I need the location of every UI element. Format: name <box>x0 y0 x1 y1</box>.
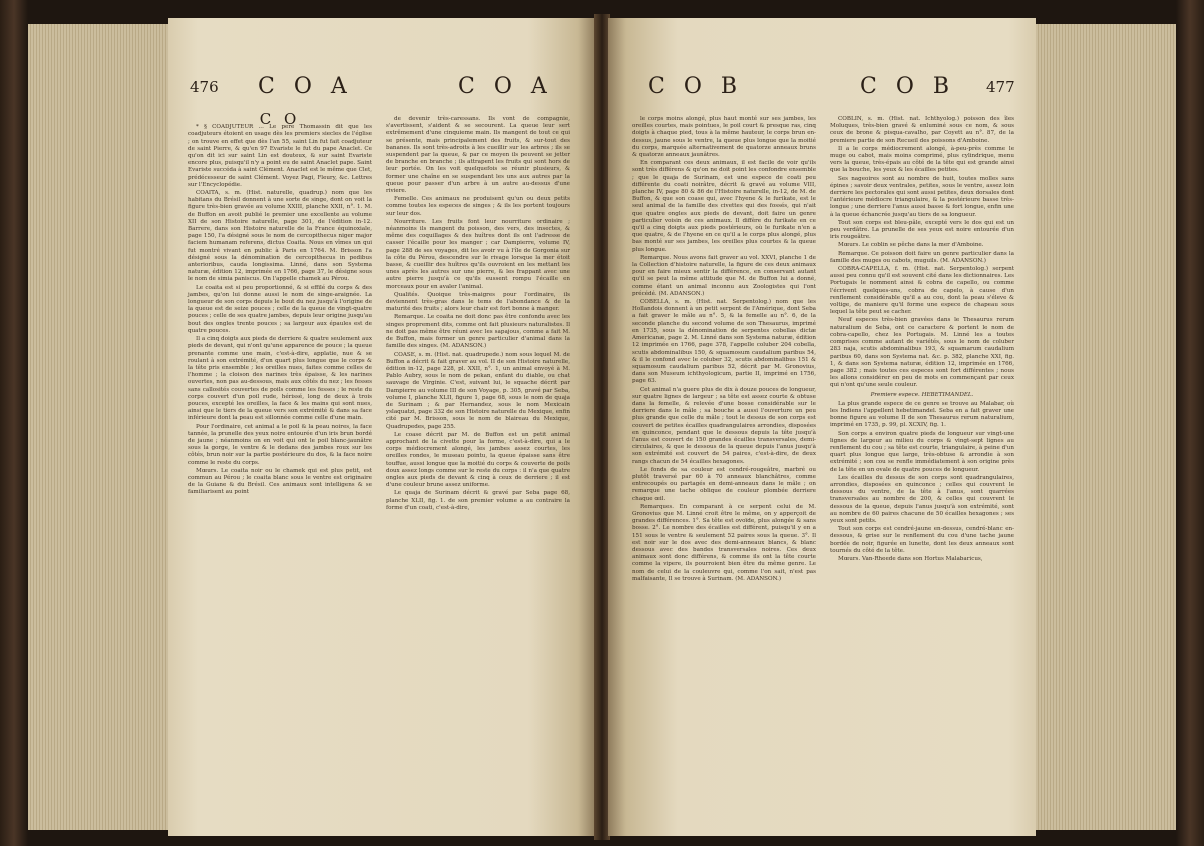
paragraph: Remarque. Ce poisson doit faire un genre particulier dans la famille des muges ou cabots, muguils. (M. ADANSON.) <box>830 250 1014 264</box>
paragraph: Neuf especes très-bien gravées dans le Thesaurus rerum naturalium de Seba, ont ce caractere & portent le nom de cobra-capello, chez les Portugais. M. Linné les a toutes comprises comme autant de variétés, sous le nom de coluber 283 naja, scutis abdominalibus 193, & squamarum caudalium paribus 60, dans son Systema nat. &c. p. 382, planche XXI, fig. 1, & dans son Systema naturæ, édition 12, imprimée en 1766, page 382 ; mais toutes ces especes sont fort différentes ; nous les allons considérer en peu de mots en commençant par ceux qui n'ont qu'une seule couleur. <box>830 317 1014 389</box>
left-page <box>168 18 596 836</box>
paragraph: * § COADJUTEUR ... Le pere Thomassin dit que les coadjuteurs étoient en usage dès les premiers siecles de l'église ; on trouve en effet que dès l'an 55, saint Lin fut fait coadjuteur de saint Pierre, & qu'en 97 Evariste le fut du pape Anaclet. Ce qu'on dit ici sur saint Lin est douteux, & sur saint Evariste encore plus, puisqu'il n'y a point eu de saint Anaclet pape. Saint Evariste succéda à saint Clément. Anaclet est le même que Clet, prédécesseur de saint Clément. Voyez Pagi, Fleury, &c. Lettres sur l'Encyclopédie. <box>188 124 372 188</box>
paragraph: Nourriture. Les fruits font leur nourriture ordinaire ; néanmoins ils mangent du poisson, des vers, des insectes, & même des coquillages & des huîtres dont ils ont l'adresse de casser l'écaille pour les manger ; car Dampierre, volume IV, page 288 de ses voyages, dit les avoir vu à l'île de Gorgonia sur la côte du Pérou, descendre sur le rivage lorsque la mer étoit basse, & cueillir des huîtres qu'ils ouvroient en les mettant les unes après les autres sur une pierre, & les frappant avec une autre pierre jusqu'à ce qu'ils eussent rompu l'écaille en morceaux pour en avaler l'animal. <box>386 218 570 290</box>
paragraph: le corps moins alongé, plus haut monté sur ses jambes, les oreilles courtes, mais pointues, le poil court & presque ras, cinq doigts à chaque pied, tous à la même hauteur, le corps brun en-dessus, jaune sous le ventre, la queue plus longue que la moitié du corps, marquée alternativement de quatorze anneaux bruns & quatorze anneaux jaunâtres. <box>632 116 816 159</box>
section-title: C O <box>259 110 301 128</box>
paragraph: Mœurs. Le coaita noir ou le chamek qui est plus petit, est commun au Pérou ; le coaita blanc sous le ventre est originaire de la Guiane & du Brésil. Ces animaux sont intelligens & se familiarisent au point <box>188 467 372 496</box>
paragraph: COBRA-CAPELLA, f. m. (Hist. nat. Serpentolog.) serpent aussi peu connu qu'il est souvent cité dans les dictionnaires. Les Portugais le nomment ainsi & cobra de capello, ou comme l'écrivent quelques-uns, cobra de capelo, à cause d'un renflement considérable qu'il a au cou, dont la peau s'éleve & voltige, de maniere qu'il forme une espece de chapeau sous lequel la tête peut se cacher. <box>830 266 1014 316</box>
paragraph: Pour l'ordinaire, cet animal a le poil & la peau noires, la face tannée, la prunelle des yeux noire entourée d'un iris brun bordé de jaune ; néanmoins on en voit qui ont le poil blanc-jaunâtre sous la gorge, le ventre & le dedans des jambes roux sur les côtés, brun noir sur la partie postérieure du dos, & la face noire comme le reste du corps. <box>188 423 372 466</box>
paragraph: Le quaja de Surinam décrit & gravé par Seba page 68, planche XLII, fig. 1. de son premier volume a au contraire la forme d'un coati, c'est-à-dire, <box>386 490 570 511</box>
paragraph: Cet animal n'a guere plus de dix à douze pouces de longueur, sur quatre lignes de largeur ; sa tête est assez courte & obtuse dans la femelle, & relevée d'une bosse considérable sur le derriere dans le mâle ; sa bouche a aussi l'ouverture un peu plus grande que celle du mâle ; tout le dessus de son corps est couvert de petites écailles quadrangulaires arrondies, disposées en quinconce, pendant que le dessous depuis la tête jusqu'à l'anus est couvert de 150 grandes écailles transversales, demi-circulaires, & que le dessous de la queue depuis l'anus jusqu'à son extrémité est couvert de 54 paires, c'est-à-dire, de deux rangs chacun de 54 écailles hexagones. <box>632 386 816 465</box>
right-page <box>608 18 1036 836</box>
paragraph: Mœurs. Van-Rheede dans son Hortus Malabaricus, <box>838 555 983 562</box>
paragraph: Il a le corps médiocrement alongé, à-peu-près comme le muge ou cabot, mais moins comprimé, plus cylindrique, menu vers la queue, très-épais au côté de la tête qui est grande ainsi que la bouche, les yeux & les écailles petites. <box>830 145 1014 174</box>
left-page-edges <box>28 24 168 830</box>
paragraph: Ses nageoires sont au nombre de huit, toutes molles sans épines ; savoir deux ventrales, petites, sous le ventre, assez loin derriere les pectorales qui sont aussi petites, deux dorsales dont l'antérieure médiocre triangulaire, & la postérieure basse très-longue ; une derriere l'anus aussi basse & fort longue, enfin une à la queue échancrée jusqu'au tiers de sa longueur. <box>830 175 1014 218</box>
paragraph: COAITA, s. m. (Hist. naturelle, quadrup.) nom que les habitans du Brésil donnent à une sorte de singe, dont on voit la figure très-bien gravée au volume XXIII, planche XXII, n°. 1. M. de Buffon en avoit publié le premier une excellente au volume XII de son Histoire naturelle, page 301, de l'édition in-12. Barrere, dans son Histoire naturelle de la France équinoxiale, page 150, l'a désigné sous le nom de cercopithecus niger major faciem humanam referens, dictus Coaita. Nous en vîmes un qui fut montré vivant en public à Paris en 1764. M. Brisson l'a désigné sous la dénomination de cercopithecus in pedibus anterioribus, cauda longissima. Linné, dans son Systema naturæ, édition 12, imprimée en 1766, page 37, le désigne sous le nom de simia paniscus. On l'appelle chamek au Pérou. <box>188 190 372 283</box>
running-head-right-col: C O A <box>458 74 553 99</box>
running-head-right-col: C O B <box>860 74 956 99</box>
paragraph: Le fonds de sa couleur est cendré-rougeâtre, marbré ou plutôt traversé par 60 à 70 anneaux blanchâtres, comme entrecoupés ou partagés en demi-anneaux dans le mâle ; on remarque une tache oblique de couleur plombée derriere chaque œil. <box>632 466 816 502</box>
running-head-left-col: C O B <box>648 74 744 99</box>
subheading: Premiere espece. HEBETIMANDEL. <box>870 391 974 398</box>
paragraph: Remarque. Nous avons fait graver au vol. XXVI, planche 1 de la Collection d'histoire naturelle, la figure de ces deux animaux pour en faire mieux sentir la différence, en conservant autant qu'il se peut la même attitude que M. de Buffon lui a donné, comme étant un animal inconnu aux Zoologistes qui l'ont précédé. (M. ADANSON.) <box>632 254 816 297</box>
paragraph: Le coaita est si peu proportionné, & si effilé du corps & des jambes, qu'on lui donne aussi le nom de singe-araignée. La longueur de son corps depuis le bout du nez jusqu'à l'origine de la queue est de seize pouces ; celle de la queue de vingt-quatre pouces ; celle de ses quatre jambes, depuis leur origine jusqu'au bout des ongles trente pouces ; sa largeur aux épaules est de quatre pouces. <box>188 284 372 334</box>
page-number-left: 476 <box>190 78 219 96</box>
paragraph: Le coase décrit par M. de Buffon est un petit animal approchant de la civette pour la forme, c'est-à-dire, qui a le corps médiocrement alongé, les jambes assez courtes, les oreilles rondes, le museau pointu, la queue épaisse sans être touffue, aussi longue que la moitié du corps & couverte de poils doux assez longs comme sur le reste du corps : il n'a que quatre ongles aux pieds de devant & cinq à ceux de derriere ; il est d'une couleur brune assez uniforme. <box>386 431 570 489</box>
paragraph: Tout son corps est bleu-pâle, excepté vers le dos qui est un peu verdâtre. La prunelle de ses yeux est noire entourée d'un iris rougeâtre. <box>830 219 1014 241</box>
left-page-column-2 <box>386 116 570 513</box>
paragraph: COASE, s. m. (Hist. nat. quadrupede.) nom sous lequel M. de Buffon a décrit & fait graver au vol. II de son Histoire naturelle, édition in-12, page 228, pl. XXII, n°. 1, un animal envoyé à M. Pablo Aubry, sous le nom de pekan, enfant du diable, ou chat sauvage de Virginie. C'est, suivant lui, le squache décrit par Dampierre au volume III de son Voyage, p. 305, gravé par Seba, volume I, planche XLII, figure 1, page 68, sous le nom de quaja de Surinam ; & par Hernandez, sous le nom Mexicain yslaquatzi, page 332 de son Histoire naturelle du Mexique, enfin cité par M. Brisson, sous le nom de blaireau du Mexique, Quadrupedes, page 255. <box>386 351 570 430</box>
paragraph: Femelle. Ces animaux ne produisent qu'un ou deux petits comme toutes les especes de singes ; & ils les portent toujours sur leur dos. <box>386 196 570 217</box>
page-number-right: 477 <box>986 78 1015 96</box>
paragraph: Remarque. Le coaita ne doit donc pas être confondu avec les singes proprement dits, comme ont fait plusieurs naturalistes. Il ne doit pas même être réuni avec les sapajous, comme a fait M. de Buffon, mais former un genre particulier d'animal dans la famille des singes. (M. ADANSON.) <box>386 314 570 350</box>
paragraph: COBLIN, s. m. (Hist. nat. Ichthyolog.) poisson des îles Moluques, très-bien gravé & enluminé sous ce nom, & sous ceux de brone & pisqua-cavalho, par Coyett au n°. 87, de la premiere partie de son Recueil des poissons d'Amboine. <box>830 116 1014 144</box>
left-page-column-1 <box>188 110 372 498</box>
paragraph: Mœurs. Le coblin se pêche dans la mer d'Amboine. <box>838 242 984 249</box>
paragraph: Tout son corps est cendré-jaune en-dessus, cendré-blanc en-dessous, & grise sur le renflement du cou d'une tache jaune bordée de noir, figurée en lunette, dont les deux anneaux sont tournés du côté de la tête. <box>830 526 1014 554</box>
right-page-column-1 <box>632 116 816 584</box>
paragraph: Son corps a environ quatre pieds de longueur sur vingt-une lignes de largeur au milieu du corps & vingt-sept lignes au renflement du cou ; sa tête est courte, triangulaire, à peine d'un quart plus longue que large, très-obtuse & arrondie à son extrémité ; son cou se renfle immédiatement à son origine près de la tête en un ovale de quatre pouces de longueur. <box>830 430 1014 473</box>
paragraph: Qualités. Quoique très-maigres pour l'ordinaire, ils deviennent très-gras dans le tems de l'abondance & de la maturité des fruits ; alors leur chair est fort bonne à manger. <box>386 291 570 313</box>
paragraph: Remarques. En comparant à ce serpent celui de M. Gronovius que M. Linné croit être le même, on y apperçoit de grandes différences. 1°. Sa tête est ovoïde, plus alongée & sans bosse. 2°. Le nombre des écailles est différent, puisqu'il y en a 151 sous le ventre & seulement 52 paires sous la queue. 3°. Il est noir sur le dos avec des demi-anneaux blancs, & blanc dessous avec des bandes transversales noires. Ces deux animaux sont donc différens, & comme ils ont la tête courte comme la vipere, ils pourroient bien être du même genre. Le nom de celui de la couleuvre qui, comme l'on sait, n'est pas malfaisante, Il se trouve à Surinam. (M. ADANSON.) <box>632 503 816 582</box>
right-page-column-2 <box>830 116 1014 564</box>
paragraph: de devenir très-caressans. Ils vont de compagnie, s'avertissent, s'aident & se secourent. La queue leur sert extrêmement d'une cinquieme main. Ils mangent de tout ce qui se présente, mais principalement des fruits, & sur-tout des bananes. Ils sont très-adroits à les cueillir sur les arbres ; ils se suspendent par la queue, & par ce moyen ils peuvent se jetter de branche en branche ; ils attrapent les fruits qui sont hors de leur portée. On les voit quelquefois se réunir plusieurs, & former une chaîne en se suspendant les uns aux autres par la queue pour passer d'un arbre à un autre au-dessus d'une riviere. <box>386 116 570 195</box>
paragraph: La plus grande espece de ce genre se trouve au Malabar, où les Indiens l'appellent hebetimandel. Seba en a fait graver une bonne figure au volume II de son Thesaurus rerum naturalium, imprimé en 1735, p. 99, pl. XCXIV, fig. 1. <box>830 400 1014 429</box>
paragraph: COBELLA, s. m. (Hist. nat. Serpentolog.) nom que les Hollandois donnent à un petit serpent de l'Amérique, dont Seba a fait graver le mâle au n°. 5, & la femelle au n°. 6, de la seconde planche du second volume de son Thesaurus, imprimé en 1735, sous la dénomination de serpentes cobellas dictæ Americanæ, page 2. M. Linné dans son Systema naturæ, édition 12 imprimée en 1766, page 378, l'appelle coluber 204 cobella, scutis abdominalibus 150, & squamosum caudalium paribus 54, & il le confond avec le coluber 32, scutis abdominalibus 151 & squamosum caudalium paribus 52, décrit par M. Gronovius, dans son Museum ichthyologicum, partie II, imprimé en 1756, page 63. <box>632 299 816 385</box>
paragraph: Il a cinq doigts aux pieds de derriere & quatre seulement aux pieds de devant, qui n'ont qu'une apparence de pouce ; la queue prenante comme une main, c'est-à-dire, applatie, nue & se roulant à son extrémité, d'un quart plus longue que le corps & la tête pris ensemble ; les oreilles nues, faites comme celles de l'homme ; la cloison des narines très épaisse, & les narines ouvertes, non pas au-dessous, mais aux côtés du nez ; les fesses sans callosités couvertes de poils comme les fesses ; le reste du corps couvert d'un poil rude, hérissé, long de deux à trois pouces, excepté les oreilles, la face & les mains qui sont nues, ainsi que le tiers de la queue vers son extrémité & dans sa face inférieure dont la peau est sillonnée comme celle d'une main. <box>188 336 372 422</box>
right-page-edges <box>1036 24 1176 830</box>
paragraph: En comparant ces deux animaux, il est facile de voir qu'ils sont très différens & qu'on ne doit point les confondre ensemble ; que le quaja de Surinam, est une espece de coati peu différente du coati noirâtre, décrit & gravé au volume VIII, planche IV, page 80 & 86 de l'Histoire naturelle, in-12, de M. de Buffon, & que son coase qui, avec l'hyene & le furikate, est le seul animal de la famille des civettes qui des fossés, qui n'ait que quatre ongles aux pieds de devant, doit faire un genre particulier voisin de ces animaux. Il diffère du furikate en ce qu'il a cinq doigts aux pieds postérieurs, où le furikate n'en a que quatre, & de l'hyene en ce qu'il a le corps plus alongé, plus bas monté sur ses jambes, les oreilles plus courtes & la queue plus longue. <box>632 160 816 253</box>
running-head-left-col: C O A <box>258 74 353 99</box>
paragraph: Les écailles du dessus de son corps sont quadrangulaires, arrondies, disposées en quinconce ; celles qui couvrent le dessous du ventre, de la tête à l'anus, sont quarrées transversales au nombre de 200, & celles qui couvrent le dessous de la queue, depuis l'anus jusqu'à son extrémité, sont au nombre de 60 paires chacune de 50 écailles hexagones ; ses yeux sont petits. <box>830 474 1014 524</box>
